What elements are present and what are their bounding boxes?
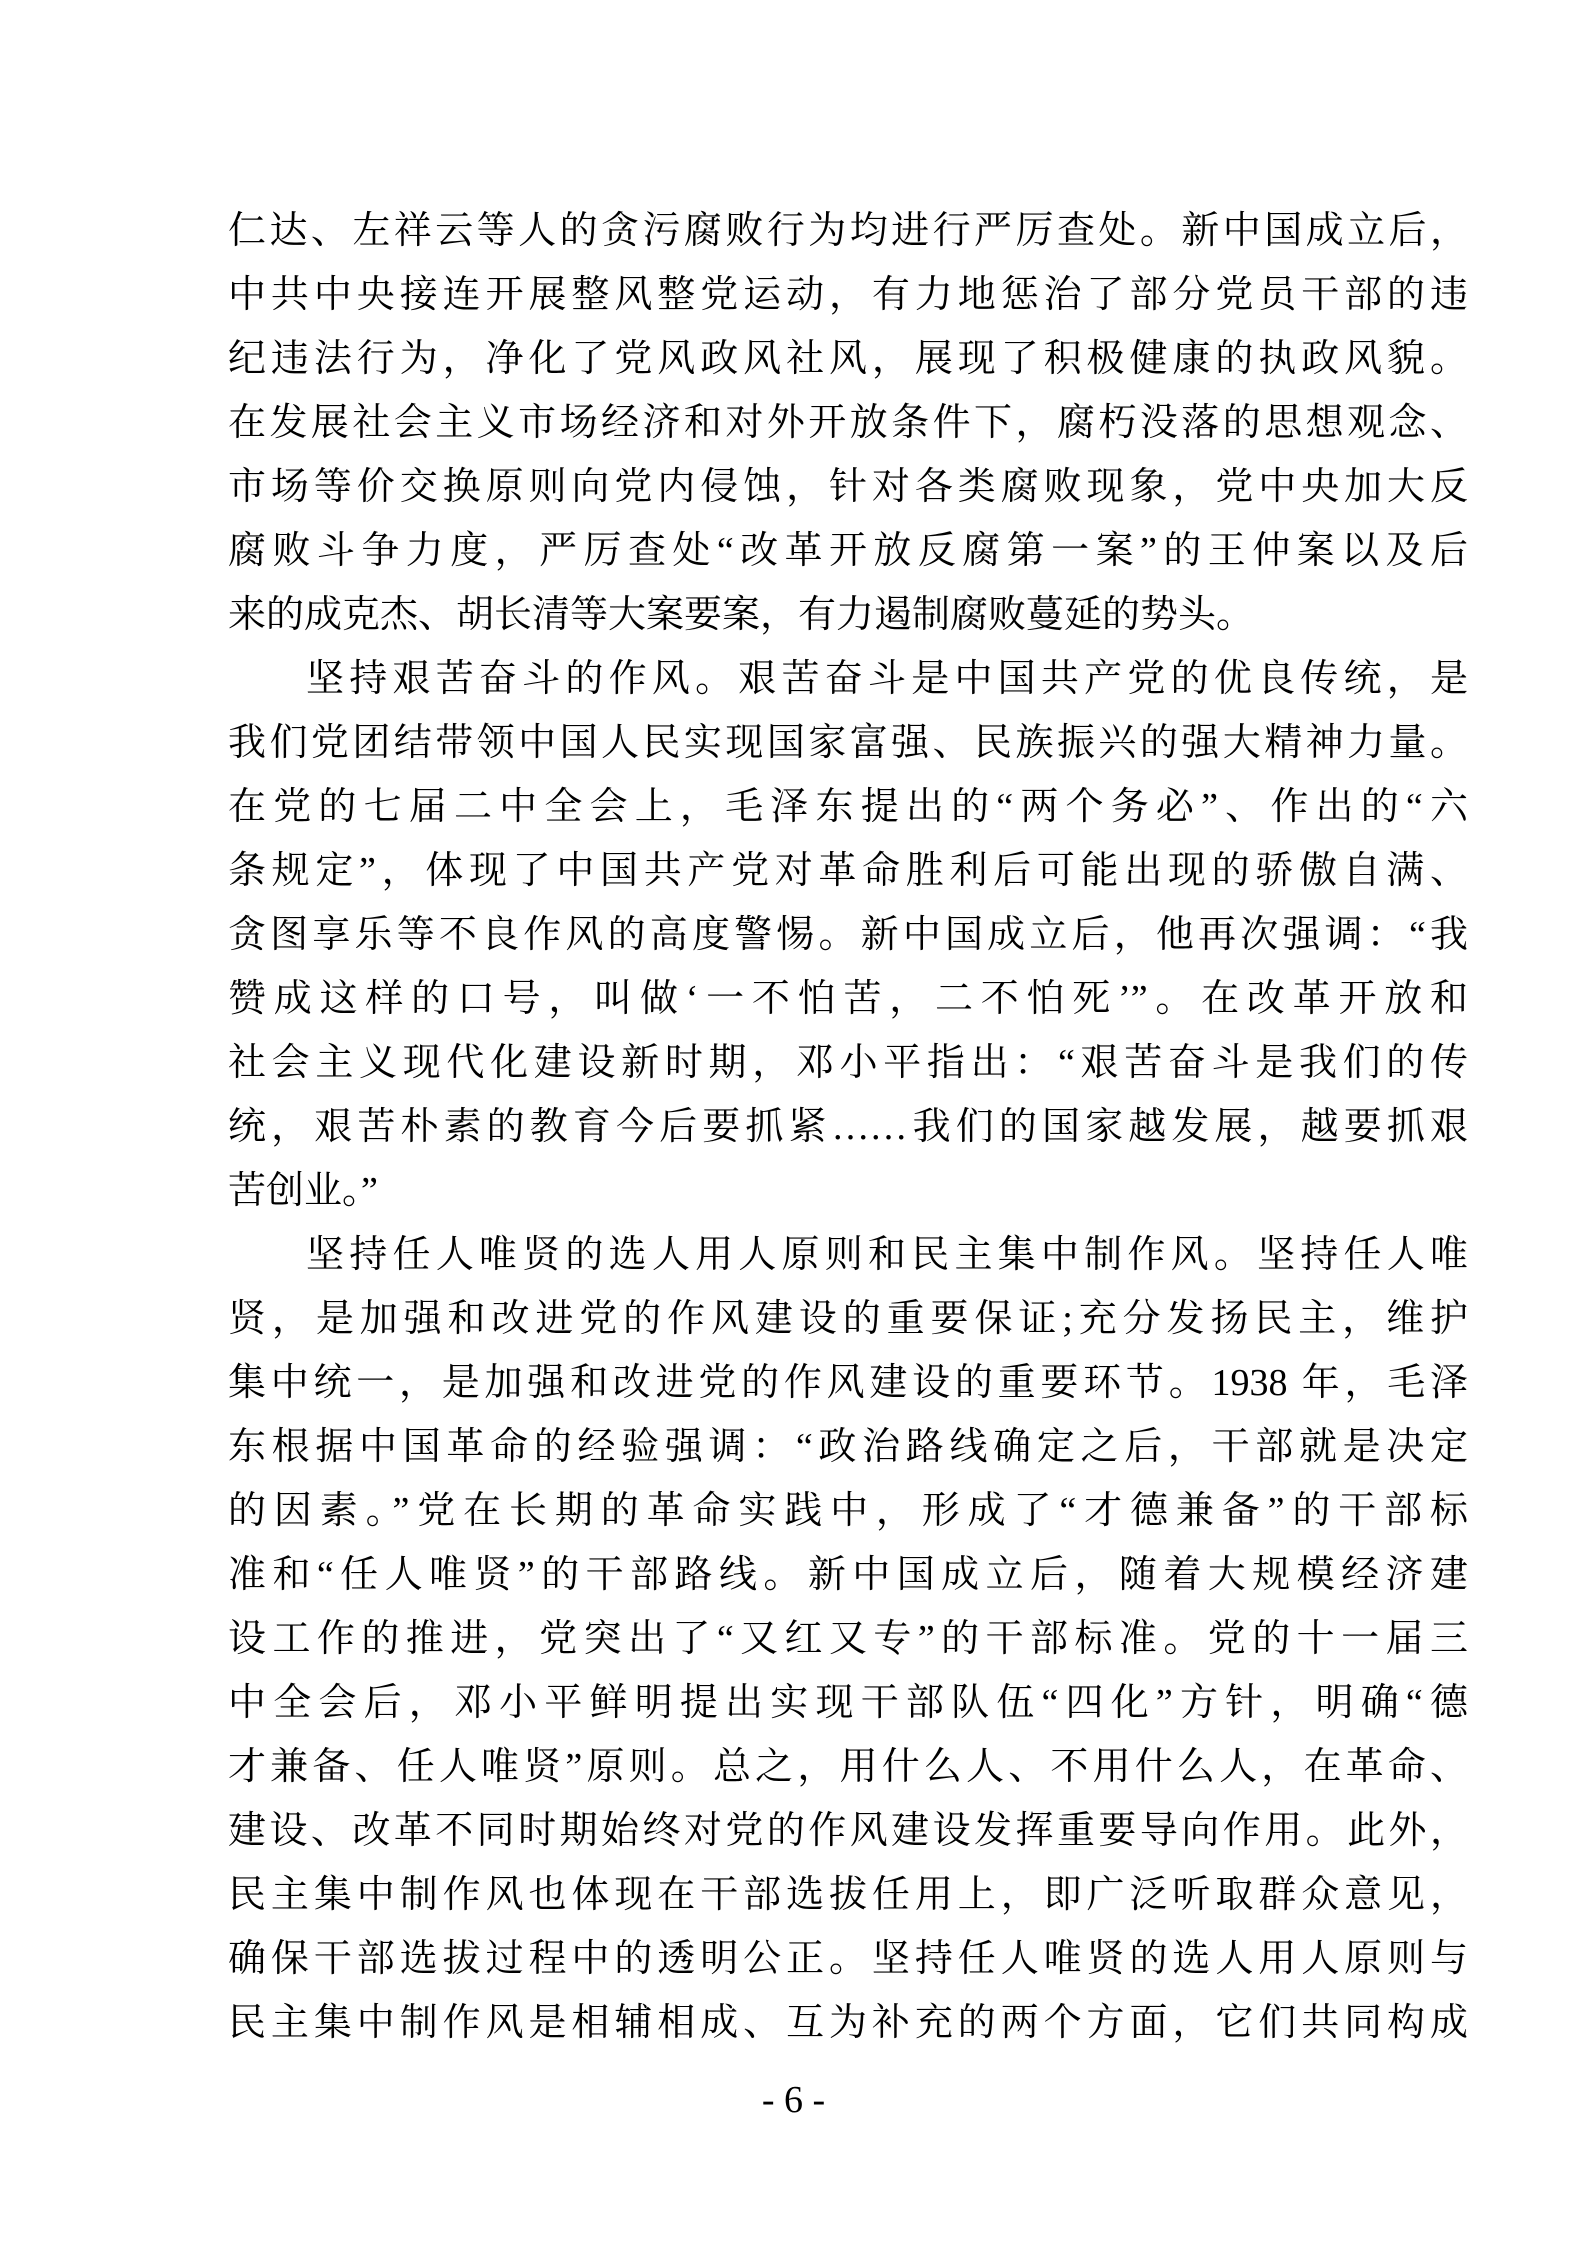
text-line: 条规定”，体现了中国共产党对革命胜利后可能出现的骄傲自满、 bbox=[228, 850, 1468, 892]
text-line: 设工作的推进，党突出了“又红又专”的干部标准。党的十一届三 bbox=[228, 1618, 1468, 1660]
text-line: 坚持任人唯贤的选人用人原则和民主集中制作风。坚持任人唯 bbox=[306, 1234, 1468, 1276]
text-line: 民主集中制作风也体现在干部选拔任用上，即广泛听取群众意见， bbox=[228, 1874, 1468, 1916]
text-line: 纪违法行为，净化了党风政风社风，展现了积极健康的执政风貌。 bbox=[228, 338, 1468, 380]
text-line: 坚持艰苦奋斗的作风。艰苦奋斗是中国共产党的优良传统，是 bbox=[306, 658, 1468, 700]
text-line: 赞成这样的口号，叫做‘一不怕苦，二不怕死’”。在改革开放和 bbox=[228, 978, 1468, 1020]
text-line: 中共中央接连开展整风整党运动，有力地惩治了部分党员干部的违 bbox=[228, 274, 1468, 316]
text-line: 民主集中制作风是相辅相成、互为补充的两个方面，它们共同构成 bbox=[228, 2002, 1468, 2044]
text-line: 苦创业。” bbox=[228, 1170, 378, 1212]
text-line: 中全会后，邓小平鲜明提出实现干部队伍“四化”方针，明确“德 bbox=[228, 1682, 1468, 1724]
text-line: 仁达、左祥云等人的贪污腐败行为均进行严厉查处。新中国成立后， bbox=[228, 210, 1468, 252]
page-number: - 6 - bbox=[761, 2079, 826, 2121]
text-line: 我们党团结带领中国人民实现国家富强、民族振兴的强大精神力量。 bbox=[228, 722, 1468, 764]
text-line: 确保干部选拔过程中的透明公正。坚持任人唯贤的选人用人原则与 bbox=[228, 1938, 1468, 1980]
text-line: 在发展社会主义市场经济和对外开放条件下，腐朽没落的思想观念、 bbox=[228, 402, 1468, 444]
text-line: 建设、改革不同时期始终对党的作风建设发挥重要导向作用。此外， bbox=[228, 1810, 1468, 1852]
text-line: 腐败斗争力度，严厉查处“改革开放反腐第一案”的王仲案以及后 bbox=[228, 530, 1468, 572]
text-line: 准和“任人唯贤”的干部路线。新中国成立后，随着大规模经济建 bbox=[228, 1554, 1468, 1596]
text-line: 东根据中国革命的经验强调：“政治路线确定之后，干部就是决定 bbox=[228, 1426, 1468, 1468]
text-line: 来的成克杰、胡长清等大案要案，有力遏制腐败蔓延的势头。 bbox=[228, 594, 1255, 636]
text-line: 才兼备、任人唯贤”原则。总之，用什么人、不用什么人，在革命、 bbox=[228, 1746, 1468, 1788]
text-line: 贪图享乐等不良作风的高度警惕。新中国成立后，他再次强调：“我 bbox=[228, 914, 1468, 956]
text-line: 贤，是加强和改进党的作风建设的重要保证;充分发扬民主，维护 bbox=[228, 1298, 1468, 1340]
text-line: 统，艰苦朴素的教育今后要抓紧……我们的国家越发展，越要抓艰 bbox=[228, 1106, 1468, 1148]
text-line: 市场等价交换原则向党内侵蚀，针对各类腐败现象，党中央加大反 bbox=[228, 466, 1468, 508]
text-line: 集中统一，是加强和改进党的作风建设的重要环节。1938 年，毛泽 bbox=[228, 1362, 1468, 1404]
text-line: 社会主义现代化建设新时期，邓小平指出：“艰苦奋斗是我们的传 bbox=[228, 1042, 1468, 1084]
text-line: 在党的七届二中全会上，毛泽东提出的“两个务必”、作出的“六 bbox=[228, 786, 1468, 828]
text-line: 的因素。”党在长期的革命实践中，形成了“才德兼备”的干部标 bbox=[228, 1490, 1468, 1532]
